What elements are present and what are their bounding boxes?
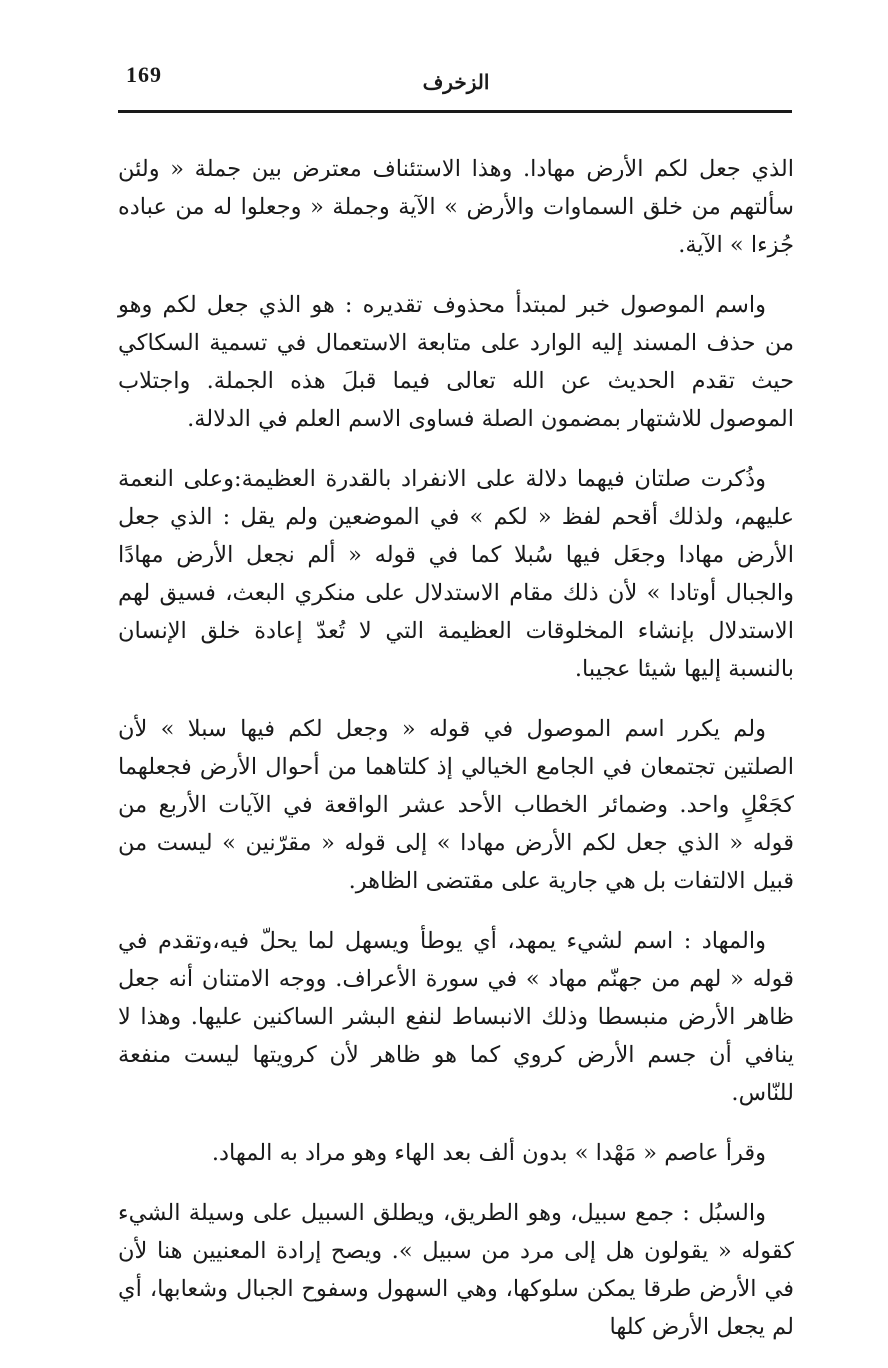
- paragraph: ولم يكرر اسم الموصول في قوله « وجعل لكم فيها سبلا » لأن الصلتين تجتمعان في الجامع الخيالي إذ كلتاهما من أحوال الأرض فجعلهما كجَعْلٍ واحد. وضمائر الخطاب الأحد عشر الواقعة في الآيات الأربع من قوله « الذي جعل لكم الأرض مهادا » إلى قوله « مقرّنين » ليست من قبيل الالتفات بل هي جارية على مقتضى الظاهر.: [118, 716, 794, 894]
- paragraph: الذي جعل لكم الأرض مهادا. وهذا الاستئناف معترض بين جملة « ولئن سألتهم من خلق السماوات والأرض » الآية وجملة « وجعلوا له من عباده جُزءا » الآية.: [118, 156, 794, 258]
- paragraph: والمهاد : اسم لشيء يمهد، أي يوطأ ويسهل لما يحلّ فيه،وتقدم في قوله « لهم من جهنّم مهاد » في سورة الأعراف. ووجه الامتنان أنه جعل ظاهر الأرض منبسطا وذلك الانبساط لنفع البشر الساكنين عليها. وهذا لا ينافي أن جسم الأرض كروي كما هو ظاهر لأن كرويتها ليست منفعة للنّاس.: [118, 928, 794, 1106]
- paragraph: وذُكرت صلتان فيهما دلالة على الانفراد بالقدرة العظيمة:وعلى النعمة عليهم، ولذلك أقحم لفظ « لكم » في الموضعين ولم يقل : الذي جعل الأرض مهادا وجعَل فيها سُبلا كما في قوله « ألم نجعل الأرض مهادًا والجبال أوتادا » لأن ذلك مقام الاستدلال على منكري البعث، فسيق لهم الاستدلال بإنشاء المخلوقات العظيمة التي لا تُعدّ إعادة خلق الإنسان بالنسبة إليها شيئا عجيبا.: [118, 466, 794, 682]
- page-number: 169: [126, 62, 162, 87]
- paragraph: وقرأ عاصم « مَهْدا » بدون ألف بعد الهاء وهو مراد به المهاد.: [211, 1140, 766, 1166]
- running-title: الزخرف: [422, 70, 490, 94]
- paragraph: والسبُل : جمع سبيل، وهو الطريق، ويطلق السبيل على وسيلة الشيء كقوله « يقولون هل إلى مرد من سبيل ». ويصح إرادة المعنيين هنا لأن في الأرض طرقا يمكن سلوكها، وهي السهول وسفوح الجبال وشعابها، أي لم يجعل الأرض كلها: [118, 1200, 794, 1340]
- page-header: [120, 52, 792, 112]
- header-rule: [118, 110, 792, 113]
- paragraph: واسم الموصول خبر لمبتدأ محذوف تقديره : هو الذي جعل لكم وهو من حذف المسند إليه الوارد على متابعة الاستعمال في تسمية السكاكي حيث تقدم الحديث عن الله تعالى فيما قبلَ هذه الجملة. واجتلاب الموصول للاشتهار بمضمون الصلة فساوى الاسم العلم في الدلالة.: [118, 292, 794, 432]
- body-text: [118, 150, 794, 1368]
